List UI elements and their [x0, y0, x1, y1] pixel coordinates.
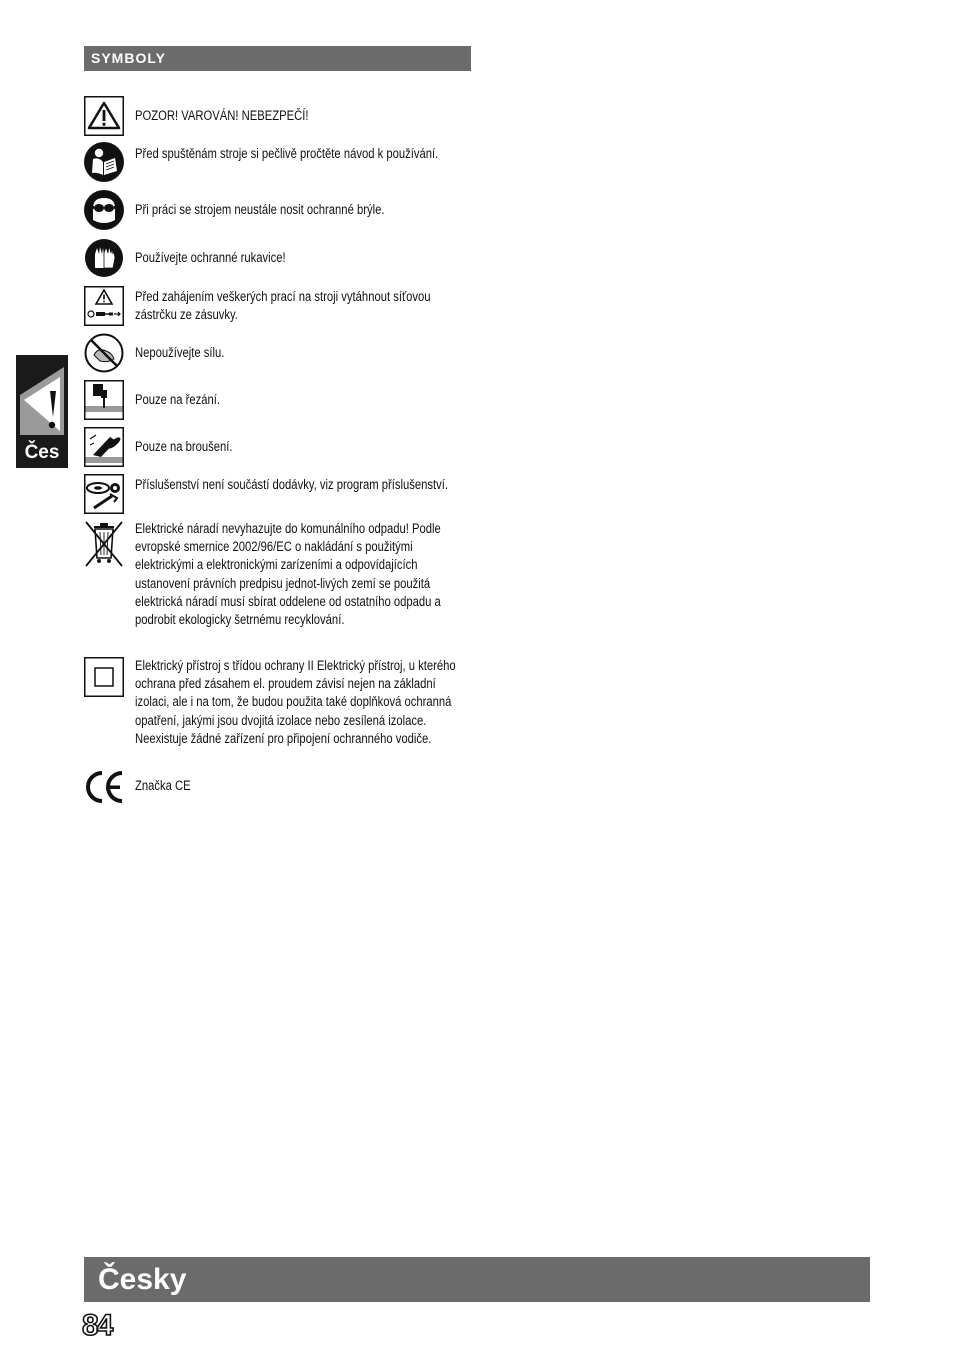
page-number: 84: [82, 1309, 112, 1342]
class-ii-icon: [84, 657, 124, 697]
cutting-only-icon: [84, 380, 124, 420]
section-title: SYMBOLY: [84, 46, 471, 71]
symbol-text: Používejte ochranné rukavice!: [135, 250, 286, 265]
symbol-text: Příslušenství není součástí dodávky, viz program příslušenství.: [135, 477, 449, 492]
side-tab-label: Čes: [24, 442, 60, 463]
symbol-text: Elektrické náradí nevyhazujte do komunálního odpadu! Podle evropské smernice 2002/96/EC o nakládání s použitými elektrickými a elektronickými zarízeními a odpovídajících ustanovení právních predpisu jednot-livých zemí se použitá elektrická náradí musí sbírat oddelene od ostatního odpadu a podrobit ekologicky šetrnému recyklování.: [135, 521, 441, 628]
ce-mark-icon: [84, 768, 124, 808]
language-side-tab: [16, 355, 68, 468]
symbol-text: Nepoužívejte sílu.: [135, 345, 225, 360]
symbol-text: Před zahájením veškerých prací na stroji vytáhnout síťovou zástrčku ze zásuvky.: [135, 289, 431, 323]
footer-language-bar: Česky: [84, 1257, 870, 1302]
accessories-icon: [84, 474, 124, 514]
symbol-text: Pouze na broušení.: [135, 439, 233, 454]
symbol-text: POZOR! VAROVÁN! NEBEZPEČÍ!: [135, 108, 309, 123]
protective-gloves-icon: [84, 238, 124, 278]
symbol-text: Pouze na řezání.: [135, 392, 221, 407]
symbol-text: Elektrický přístroj s třídou ochrany II Elektrický přístroj, u kterého ochrana před zásahem el. proudem závisí nejen na základní izolaci, ale i na tom, že budou použita také doplňková ochranná opatření, jakými jsou dvojitá izolace nebo zesílená izolace. Neexistuje žádné zařízení pro připojení ochranného vodiče.: [135, 658, 456, 746]
safety-goggles-icon: [84, 190, 124, 230]
weee-bin-icon: [84, 520, 124, 568]
grinding-only-icon: [84, 427, 124, 467]
symbol-text: Značka CE: [135, 778, 191, 793]
no-force-icon: [84, 333, 124, 373]
symbol-text: Před spuštěnám stroje si pečlivě pročtěte návod k používání.: [135, 146, 439, 161]
read-manual-icon: [84, 142, 124, 182]
unplug-warning-icon: [84, 286, 124, 326]
symbol-text: Při práci se strojem neustále nosit ochranné brýle.: [135, 202, 385, 217]
warning-triangle-icon: [84, 96, 124, 136]
